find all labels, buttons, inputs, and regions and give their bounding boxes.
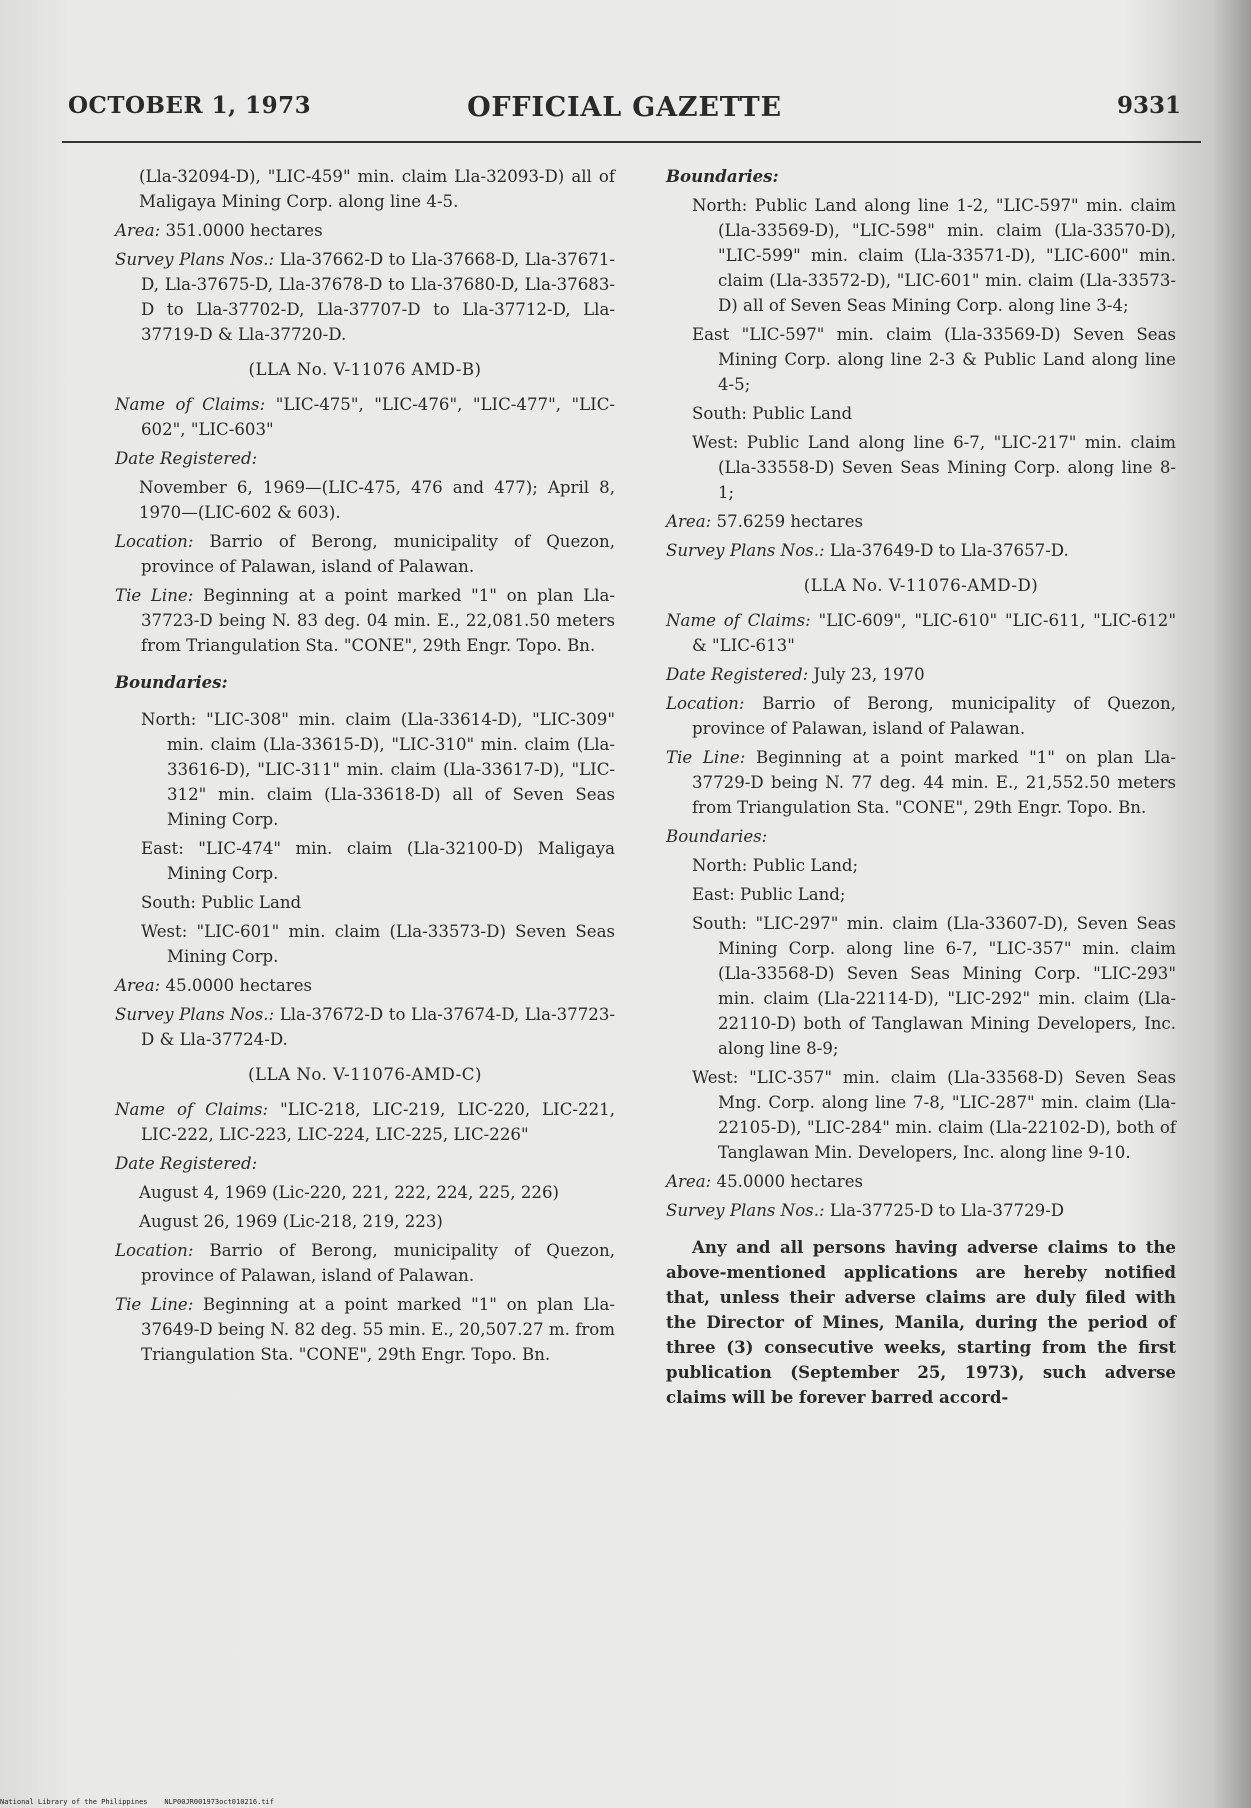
field-label: Area: (115, 221, 161, 240)
boundary-north-b: North: "LIC-308" min. claim (Lla-33614-D), "LIC-309" min. claim (Lla-33615-D), "LIC-310" min. claim (Lla-33616-D), "LIC-311" min. claim (Lla-33617-D), "LIC-312" min. claim (Lla-33618-D) all of Seven Seas Mining Corp. (141, 710, 615, 829)
boundaries-label-d: Boundaries: (666, 827, 768, 846)
archive-footer: National Library of the Philippines NLP00JR001973oct010216.tif (0, 1798, 274, 1806)
field-label: Tie Line: (115, 586, 194, 605)
location-d (666, 691, 1176, 741)
boundary-east-b: East: "LIC-474" min. claim (Lla-32100-D) Maligaya Mining Corp. (141, 839, 615, 883)
boundary-west-d: West: "LIC-357" min. claim (Lla-33568-D) Seven Seas Mng. Corp. along line 7-8, "LIC-287" min. claim (Lla-22105-D), "LIC-284" min. claim (Lla-22102-D), both of Tanglawan Min. Developers, Inc. along line 9-10. (692, 1068, 1176, 1162)
boundary-north-d: North: Public Land; (692, 856, 859, 875)
header-title: OFFICIAL GAZETTE (467, 92, 782, 123)
tie-line-d (666, 745, 1176, 820)
page-header (68, 92, 1181, 132)
location-c (115, 1238, 615, 1288)
field-label: Name of Claims: (666, 611, 811, 630)
boundaries-label-a: Boundaries: (666, 166, 779, 186)
field-label: Tie Line: (115, 1295, 194, 1314)
location-b (115, 529, 615, 579)
date-registered-value-c1: August 4, 1969 (Lic-220, 221, 222, 224, 225, 226) (139, 1183, 560, 1202)
name-of-claims-d (666, 608, 1176, 658)
right-column (666, 164, 1176, 1410)
boundary-south-a: South: Public Land (692, 404, 853, 423)
field-value: "LIC-218, LIC-219, LIC-220, LIC-221, LIC-222, LIC-223, LIC-224, LIC-225, LIC-226" (141, 1100, 615, 1144)
survey-plans-entry-d (666, 1198, 1176, 1223)
header-rule (62, 141, 1201, 143)
area-entry-d (666, 1169, 1176, 1194)
field-value: Barrio of Berong, municipality of Quezon, province of Palawan, island of Palawan. (141, 1241, 615, 1285)
survey-plans-entry-a (115, 247, 615, 347)
field-label: Survey Plans Nos.: (115, 250, 275, 269)
field-value: July 23, 1970 (813, 665, 925, 684)
page-number: 9331 (1116, 92, 1181, 119)
date-registered-label-c: Date Registered: (115, 1154, 258, 1173)
field-label: Date Registered: (666, 665, 809, 684)
field-value: 45.0000 hectares (716, 1172, 864, 1191)
field-value: Barrio of Berong, municipality of Quezon, province of Palawan, island of Palawan. (141, 532, 615, 576)
lla-heading-c: (LLA No. V-11076-AMD-C) (248, 1065, 482, 1084)
field-value: Barrio of Berong, municipality of Quezon, province of Palawan, island of Palawan. (692, 694, 1177, 738)
field-label: Location: (115, 1241, 194, 1260)
field-label: Tie Line: (666, 748, 746, 767)
left-column (115, 164, 615, 1371)
field-value: Lla-37649-D to Lla-37657-D. (829, 541, 1069, 560)
field-label: Location: (666, 694, 745, 713)
tie-line-b (115, 583, 615, 658)
field-label: Name of Claims: (115, 395, 266, 414)
boundary-west-a: West: Public Land along line 6-7, "LIC-217" min. claim (Lla-33558-D) Seven Seas Mining Corp. along line 8-1; (692, 433, 1176, 502)
continued-text: (Lla-32094-D), "LIC-459" min. claim Lla-32093-D) all of Maligaya Mining Corp. along line 4-5. (139, 167, 615, 211)
field-label: Survey Plans Nos.: (666, 1201, 825, 1220)
date-registered-d (666, 662, 1176, 687)
lla-heading-b: (LLA No. V-11076 AMD-B) (248, 360, 482, 379)
field-value: Lla-37672-D to Lla-37674-D, Lla-37723-D & Lla-37724-D. (141, 1005, 615, 1049)
boundary-east-a: East "LIC-597" min. claim (Lla-33569-D) Seven Seas Mining Corp. along line 2-3 & Public Land along line 4-5; (692, 325, 1176, 394)
adverse-claims-notice: Any and all persons having adverse claims to the above-mentioned applications are hereby notified that, unless their adverse claims are duly filed with the Director of Mines, Manila, during the period of three (3) consecutive weeks, starting from the first publication (September 25, 1973), such adverse claims will be forever barred accord- (666, 1237, 1176, 1407)
field-value: "LIC-475", "LIC-476", "LIC-477", "LIC-602", "LIC-603" (141, 395, 615, 439)
field-label: Survey Plans Nos.: (115, 1005, 275, 1024)
field-value: Beginning at a point marked "1" on plan Lla-37729-D being N. 77 deg. 44 min. E., 21,552.50 meters from Triangulation Sta. "CONE", 29th Engr. Topo. Bn. (692, 748, 1176, 817)
survey-plans-entry-a2 (666, 538, 1176, 563)
field-value: Beginning at a point marked "1" on plan Lla-37723-D being N. 83 deg. 04 min. E., 22,081.50 meters from Triangulation Sta. "CONE", 29th Engr. Topo. Bn. (141, 586, 615, 655)
field-value: 351.0000 hectares (165, 221, 323, 240)
field-value: "LIC-609", "LIC-610" "LIC-611, "LIC-612" & "LIC-613" (692, 611, 1176, 655)
boundary-south-b: South: Public Land (141, 893, 302, 912)
field-label: Area: (115, 976, 161, 995)
survey-plans-entry-b (115, 1002, 615, 1052)
boundaries-label-b: Boundaries: (115, 672, 228, 692)
boundary-south-d: South: "LIC-297" min. claim (Lla-33607-D), Seven Seas Mining Corp. along line 6-7, "LIC-357" min. claim (Lla-33568-D) Seven Seas Mining Corp. "LIC-293" min. claim (Lla-22114-D), "LIC-292" min. claim (Lla-22110-D) both of Tanglawan Mining Developers, Inc. along line 8-9; (692, 914, 1176, 1058)
boundary-west-b: West: "LIC-601" min. claim (Lla-33573-D) Seven Seas Mining Corp. (141, 922, 615, 966)
field-label: Survey Plans Nos.: (666, 541, 825, 560)
date-registered-value-b: November 6, 1969—(LIC-475, 476 and 477); April 8, 1970—(LIC-602 & 603). (139, 478, 615, 522)
date-registered-label-b: Date Registered: (115, 449, 258, 468)
field-label: Name of Claims: (115, 1100, 269, 1119)
field-label: Area: (666, 512, 712, 531)
field-value: 57.6259 hectares (716, 512, 864, 531)
area-entry-a (115, 218, 615, 243)
tie-line-c (115, 1292, 615, 1367)
date-registered-value-c2: August 26, 1969 (Lic-218, 219, 223) (139, 1212, 443, 1231)
area-entry-a2 (666, 509, 1176, 534)
field-value: Beginning at a point marked "1" on plan Lla-37649-D being N. 82 deg. 55 min. E., 20,507.27 m. from Triangulation Sta. "CONE", 29th Engr. Topo. Bn. (141, 1295, 615, 1364)
name-of-claims-c (115, 1097, 615, 1147)
field-value: Lla-37662-D to Lla-37668-D, Lla-37671-D, Lla-37675-D, Lla-37678-D to Lla-37680-D, Lla-37683-D to Lla-37702-D, Lla-37707-D to Lla-37712-D, Lla-37719-D & Lla-37720-D. (141, 250, 615, 344)
field-label: Location: (115, 532, 194, 551)
field-value: Lla-37725-D to Lla-37729-D (829, 1201, 1065, 1220)
name-of-claims-b (115, 392, 615, 442)
lla-heading-d: (LLA No. V-11076-AMD-D) (803, 576, 1039, 595)
boundary-north-a: North: Public Land along line 1-2, "LIC-597" min. claim (Lla-33569-D), "LIC-598" min. claim (Lla-33570-D), "LIC-599" min. claim (Lla-33571-D), "LIC-600" min. claim (Lla-33572-D), "LIC-601" min. claim (Lla-33573-D) all of Seven Seas Mining Corp. along line 3-4; (692, 196, 1176, 315)
area-entry-b (115, 973, 615, 998)
field-label: Area: (666, 1172, 712, 1191)
field-value: 45.0000 hectares (165, 976, 313, 995)
header-date: OCTOBER 1, 1973 (68, 92, 312, 119)
boundary-east-d: East: Public Land; (692, 885, 846, 904)
